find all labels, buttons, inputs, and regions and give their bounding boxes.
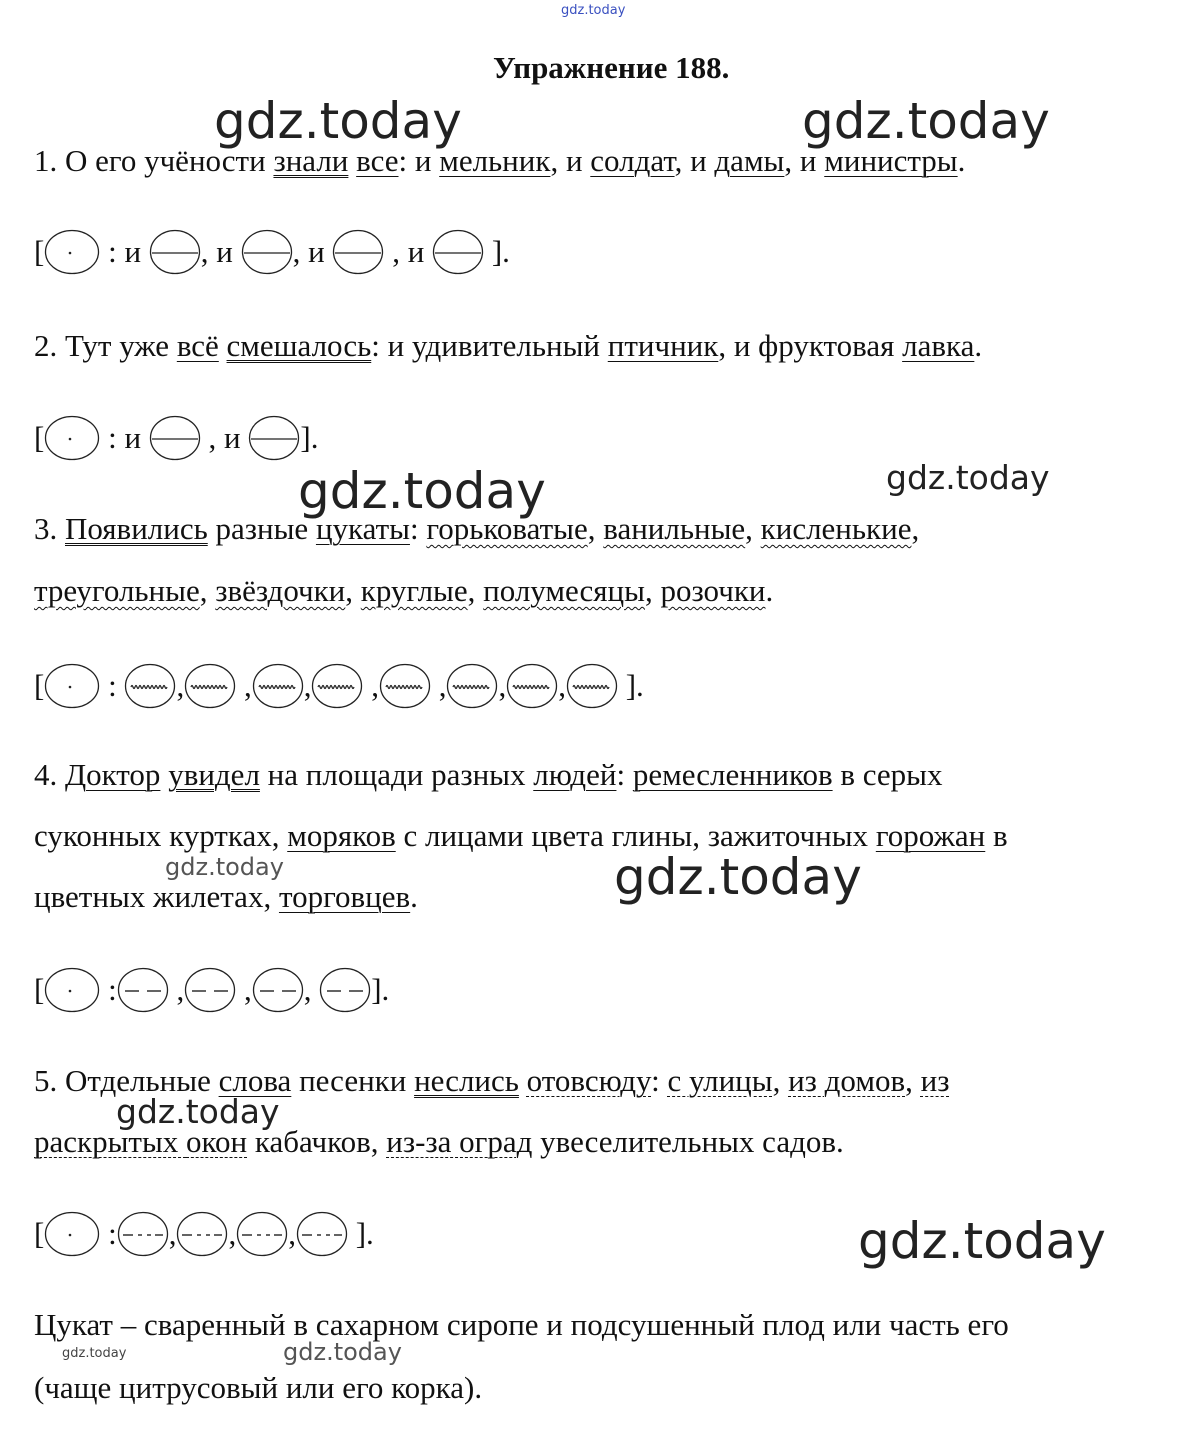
sentence-member: Появились	[65, 511, 208, 546]
generalizing-word-oval	[44, 1211, 100, 1257]
scheme-3	[34, 660, 644, 712]
watermark-top: gdz.today	[561, 3, 626, 18]
scheme-separator: , и	[200, 420, 249, 455]
sentence-text: с лицами цвета глины, зажиточных	[395, 818, 876, 853]
scheme-separator: , и	[292, 234, 333, 269]
sentence-text: суконных куртках,	[34, 818, 288, 853]
scheme-separator: ,	[498, 668, 507, 703]
scheme-separator: ,	[363, 668, 379, 703]
sentence-member: из домов	[788, 1063, 906, 1098]
sentence-text: ,	[587, 511, 604, 546]
sentence-text	[57, 757, 65, 792]
sentence-member: дамы	[714, 143, 785, 178]
sentence-member: кисленькие	[760, 511, 912, 546]
scheme-colon: :	[100, 234, 125, 269]
homogeneous-member-oval	[176, 1211, 228, 1257]
sentence-member: мельник	[439, 143, 551, 178]
sentence-member: увидел	[168, 757, 260, 792]
sentence-member: министры	[824, 143, 958, 178]
sentence-number: 4.	[34, 757, 58, 792]
sentence-member: ремесленников	[632, 757, 833, 792]
sentence-text: .	[974, 328, 983, 363]
sentence-member: полумесяцы	[483, 573, 645, 608]
sentence-text: , и	[784, 143, 825, 178]
sentence-text: ,	[644, 573, 661, 608]
sentence-text: Отдельные	[57, 1063, 219, 1098]
sentence-text: :	[409, 511, 427, 546]
sentence-member: все	[356, 143, 399, 178]
sentence-member: с улицы	[667, 1063, 773, 1098]
sentence-number: 2.	[34, 328, 58, 363]
sentence-text: цветных жилетах,	[34, 879, 279, 914]
scheme-open-bracket: [	[34, 1216, 45, 1251]
sentence-text: увеселительных садов.	[532, 1124, 844, 1159]
sentence-text: в	[985, 818, 1008, 853]
scheme-separator: и	[124, 420, 149, 455]
scheme-separator: ,	[303, 668, 312, 703]
watermark: gdz.today	[214, 92, 462, 150]
scheme-close-bracket: ].	[617, 668, 644, 703]
scheme-separator: , и	[384, 234, 433, 269]
sentence-3-line-2	[34, 573, 773, 609]
homogeneous-member-oval	[332, 229, 384, 275]
sentence-text: ,	[905, 1063, 921, 1098]
sentence-member: цукаты	[315, 511, 410, 546]
homogeneous-member-oval	[117, 1211, 169, 1257]
watermark: gdz.today	[886, 458, 1050, 497]
sentence-number: 5.	[34, 1063, 58, 1098]
homogeneous-member-oval	[319, 967, 371, 1013]
watermark: gdz.today	[298, 462, 546, 520]
homogeneous-member-oval	[236, 1211, 288, 1257]
generalizing-word-oval	[44, 229, 100, 275]
scheme-colon: :	[100, 668, 125, 703]
homogeneous-member-oval	[184, 663, 236, 709]
sentence-5-line-2	[34, 1124, 844, 1160]
sentence-text: , и	[550, 143, 591, 178]
sentence-member: ванильные	[603, 511, 746, 546]
sentence-member: всё	[176, 328, 219, 363]
sentence-member: Доктор	[65, 757, 161, 792]
sentence-text	[519, 1063, 527, 1098]
sentence-4-line-2	[34, 818, 1008, 854]
watermark: gdz.today	[165, 853, 284, 881]
homogeneous-member-oval	[248, 415, 300, 461]
page-title: Упражнение 188.	[493, 50, 730, 85]
scheme-close-bracket: ].	[484, 234, 510, 269]
scheme-open-bracket: [	[34, 234, 45, 269]
scheme-separator: ,	[236, 972, 252, 1007]
homogeneous-member-oval	[446, 663, 498, 709]
scheme-open-bracket: [	[34, 972, 45, 1007]
homogeneous-member-oval	[311, 663, 363, 709]
homogeneous-member-oval	[241, 229, 293, 275]
scheme-separator: ,	[168, 972, 185, 1007]
scheme-colon: :	[100, 420, 125, 455]
sentence-text: кабачков,	[247, 1124, 387, 1159]
scheme-separator: ,	[558, 668, 566, 703]
homogeneous-member-oval	[379, 663, 431, 709]
sentence-member: из-за оград	[386, 1124, 533, 1159]
sentence-member: горожан	[875, 818, 986, 853]
sentence-text: ,	[772, 1063, 789, 1098]
generalizing-word-oval	[44, 415, 100, 461]
scheme-separator: ,	[303, 972, 320, 1007]
sentence-member: знали	[273, 143, 349, 178]
scheme-colon: :	[100, 972, 117, 1007]
homogeneous-member-oval	[432, 229, 484, 275]
homogeneous-member-oval	[252, 663, 304, 709]
sentence-member: круглые	[360, 573, 468, 608]
scheme-separator: ,	[228, 1216, 237, 1251]
homogeneous-member-oval	[252, 967, 304, 1013]
sentence-text: разные	[207, 511, 316, 546]
sentence-text: : и удивительный	[371, 328, 608, 363]
sentence-member: розочки	[660, 573, 766, 608]
scheme-separator: ,	[288, 1216, 296, 1251]
sentence-text: ,	[745, 511, 761, 546]
scheme-separator: ,	[168, 1216, 177, 1251]
definition-line-1: Цукат – сваренный в сахарном сиропе и подсушенный плод или часть его	[34, 1307, 1009, 1342]
homogeneous-member-oval	[506, 663, 558, 709]
scheme-close-bracket: ].	[371, 972, 390, 1007]
watermark: gdz.today	[62, 1346, 127, 1361]
sentence-member: окон	[186, 1124, 248, 1159]
sentence-member: птичник	[607, 328, 719, 363]
sentence-4-line-1	[34, 757, 942, 793]
scheme-open-bracket: [	[34, 420, 45, 455]
sentence-text	[219, 328, 227, 363]
sentence-number: 3.	[34, 511, 58, 546]
sentence-3-line-1	[34, 511, 919, 547]
scheme-1	[34, 226, 510, 278]
sentence-member: из	[920, 1063, 950, 1098]
sentence-member: звёздочки	[215, 573, 346, 608]
scheme-4	[34, 964, 389, 1016]
definition-line-2: (чаще цитрусовый или его корка).	[34, 1370, 483, 1405]
sentence-text: .	[410, 879, 418, 914]
scheme-separator: и	[124, 234, 149, 269]
sentence-member: горьковатые	[426, 511, 588, 546]
sentence-member: лавка	[902, 328, 975, 363]
sentence-4-line-3	[34, 879, 418, 915]
homogeneous-member-oval	[296, 1211, 348, 1257]
watermark: gdz.today	[283, 1338, 402, 1366]
sentence-member: раскрытых	[34, 1124, 187, 1159]
homogeneous-member-oval	[124, 663, 176, 709]
homogeneous-member-oval	[149, 229, 201, 275]
sentence-member: людей	[533, 757, 617, 792]
sentence-member: отовсюду	[526, 1063, 652, 1098]
scheme-2	[34, 412, 318, 464]
scheme-colon: :	[100, 1216, 117, 1251]
homogeneous-member-oval	[117, 967, 169, 1013]
homogeneous-member-oval	[184, 967, 236, 1013]
watermark: gdz.today	[614, 848, 862, 906]
sentence-member: смешалось	[226, 328, 372, 363]
sentence-text: О его учёности	[57, 143, 274, 178]
sentence-text: ,	[911, 511, 920, 546]
sentence-1	[34, 143, 965, 179]
scheme-close-bracket: ].	[300, 420, 319, 455]
scheme-close-bracket: ].	[347, 1216, 374, 1251]
sentence-text: ,	[345, 573, 361, 608]
sentence-5-line-1	[34, 1063, 949, 1099]
scheme-separator: ,	[176, 668, 185, 703]
sentence-text	[348, 143, 356, 178]
sentence-member: торговцев	[278, 879, 411, 914]
scheme-separator: ,	[430, 668, 447, 703]
watermark: gdz.today	[116, 1092, 280, 1131]
sentence-text: в серых	[832, 757, 943, 792]
sentence-member: слова	[218, 1063, 292, 1098]
homogeneous-member-oval	[566, 663, 618, 709]
scheme-5	[34, 1208, 374, 1260]
sentence-text: ,	[199, 573, 216, 608]
sentence-text: Тут уже	[57, 328, 177, 363]
watermark: gdz.today	[858, 1212, 1106, 1270]
sentence-text	[57, 511, 65, 546]
sentence-member: треугольные	[34, 573, 200, 608]
sentence-text: :	[651, 1063, 668, 1098]
scheme-separator: , и	[200, 234, 241, 269]
generalizing-word-oval	[44, 967, 100, 1013]
sentence-member: солдат	[590, 143, 675, 178]
sentence-member: неслись	[414, 1063, 519, 1098]
scheme-open-bracket: [	[34, 668, 45, 703]
sentence-text: песенки	[291, 1063, 415, 1098]
sentence-2	[34, 328, 982, 364]
sentence-number: 1.	[34, 143, 58, 178]
homogeneous-member-oval	[149, 415, 201, 461]
sentence-text: : и	[398, 143, 440, 178]
sentence-text: на площади разных	[259, 757, 534, 792]
sentence-member: моряков	[287, 818, 396, 853]
scheme-separator: ,	[236, 668, 252, 703]
sentence-text: , и	[674, 143, 715, 178]
sentence-text: .	[957, 143, 966, 178]
sentence-text: ,	[467, 573, 484, 608]
sentence-text: , и фруктовая	[718, 328, 903, 363]
sentence-text: .	[765, 573, 774, 608]
generalizing-word-oval	[44, 663, 100, 709]
watermark: gdz.today	[802, 92, 1050, 150]
sentence-text: :	[616, 757, 633, 792]
